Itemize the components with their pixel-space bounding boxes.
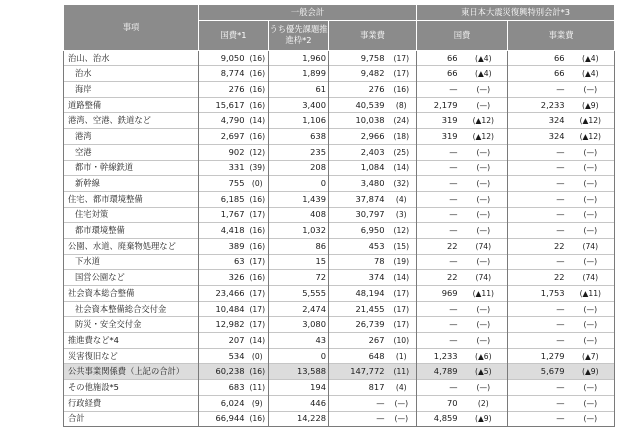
priority-frame-cell: 13,588: [269, 364, 329, 380]
national-cost-cell: 902: [199, 144, 247, 160]
project-change-cell: (17): [387, 317, 417, 333]
table-row: [64, 333, 615, 349]
special-national-cost-cell: —: [417, 254, 460, 270]
row-label: 新幹線: [64, 176, 199, 192]
priority-frame-cell: 208: [269, 160, 329, 176]
table-row: [64, 301, 615, 317]
national-cost-cell: 389: [199, 238, 247, 254]
special-project-change-cell: (—): [567, 254, 615, 270]
national-change-cell: (16): [247, 82, 269, 98]
special-project-change-cell: (—): [567, 380, 615, 396]
project-change-cell: (—): [387, 395, 417, 411]
special-project-cost-cell: —: [508, 160, 567, 176]
special-national-change-cell: (—): [460, 317, 508, 333]
row-label: 公共事業関係費（上記の合計）: [64, 364, 199, 380]
special-project-change-cell: (—): [567, 160, 615, 176]
special-project-change-cell: (—): [567, 395, 615, 411]
national-change-cell: (0): [247, 348, 269, 364]
special-project-change-cell: (▲12): [567, 129, 615, 145]
special-project-cost-cell: —: [508, 317, 567, 333]
header-item: 事項: [64, 5, 199, 51]
special-national-cost-cell: —: [417, 144, 460, 160]
special-project-cost-cell: —: [508, 176, 567, 192]
row-label: 都市環境整備: [64, 223, 199, 239]
priority-frame-cell: 3,080: [269, 317, 329, 333]
row-label: 防災・安全交付金: [64, 317, 199, 333]
special-national-cost-cell: —: [417, 176, 460, 192]
special-project-cost-cell: —: [508, 333, 567, 349]
project-cost-cell: 1,084: [329, 160, 387, 176]
header-project-cost: 事業費: [329, 20, 417, 50]
special-national-cost-cell: —: [417, 380, 460, 396]
special-national-change-cell: (74): [460, 270, 508, 286]
national-change-cell: (16): [247, 191, 269, 207]
project-change-cell: (8): [387, 97, 417, 113]
special-project-change-cell: (—): [567, 223, 615, 239]
project-cost-cell: 648: [329, 348, 387, 364]
special-national-change-cell: (2): [460, 395, 508, 411]
priority-frame-cell: 1,899: [269, 66, 329, 82]
project-cost-cell: 78: [329, 254, 387, 270]
row-label: 国営公園など: [64, 270, 199, 286]
special-project-cost-cell: —: [508, 254, 567, 270]
national-change-cell: (14): [247, 333, 269, 349]
special-project-cost-cell: 66: [508, 50, 567, 66]
special-project-cost-cell: —: [508, 411, 567, 427]
special-project-cost-cell: 2,233: [508, 97, 567, 113]
national-cost-cell: 207: [199, 333, 247, 349]
table-row: [64, 129, 615, 145]
project-cost-cell: —: [329, 395, 387, 411]
priority-frame-cell: 15: [269, 254, 329, 270]
project-change-cell: (12): [387, 223, 417, 239]
priority-frame-cell: 5,555: [269, 286, 329, 302]
special-project-change-cell: (▲11): [567, 286, 615, 302]
project-cost-cell: 21,455: [329, 301, 387, 317]
national-change-cell: (16): [247, 129, 269, 145]
table-row: [64, 254, 615, 270]
national-cost-cell: 6,185: [199, 191, 247, 207]
project-change-cell: (15): [387, 238, 417, 254]
row-label: 住宅対策: [64, 207, 199, 223]
national-cost-cell: 1,767: [199, 207, 247, 223]
special-project-change-cell: (—): [567, 333, 615, 349]
project-change-cell: (11): [387, 364, 417, 380]
national-change-cell: (16): [247, 238, 269, 254]
project-change-cell: (3): [387, 207, 417, 223]
special-national-change-cell: (—): [460, 380, 508, 396]
row-label: 社会資本総合整備: [64, 286, 199, 302]
special-national-change-cell: (—): [460, 176, 508, 192]
special-project-cost-cell: —: [508, 380, 567, 396]
project-change-cell: (14): [387, 160, 417, 176]
national-cost-cell: 331: [199, 160, 247, 176]
special-national-cost-cell: 22: [417, 238, 460, 254]
priority-frame-cell: 3,400: [269, 97, 329, 113]
national-change-cell: (17): [247, 286, 269, 302]
national-cost-cell: 6,024: [199, 395, 247, 411]
special-national-cost-cell: 22: [417, 270, 460, 286]
header-priority-frame: うち優先課題推進枠*2: [269, 20, 329, 50]
table-row: [64, 97, 615, 113]
national-cost-cell: 63: [199, 254, 247, 270]
project-change-cell: (24): [387, 113, 417, 129]
special-project-change-cell: (▲12): [567, 113, 615, 129]
special-national-change-cell: (▲5): [460, 364, 508, 380]
special-national-cost-cell: —: [417, 82, 460, 98]
project-change-cell: (32): [387, 176, 417, 192]
project-cost-cell: 10,038: [329, 113, 387, 129]
header-national-cost: 国費*1: [199, 20, 269, 50]
priority-frame-cell: 638: [269, 129, 329, 145]
project-cost-cell: 453: [329, 238, 387, 254]
national-change-cell: (17): [247, 207, 269, 223]
special-national-cost-cell: 969: [417, 286, 460, 302]
national-change-cell: (14): [247, 113, 269, 129]
project-change-cell: (14): [387, 270, 417, 286]
priority-frame-cell: 1,032: [269, 223, 329, 239]
table-row: [64, 176, 615, 192]
special-national-cost-cell: 2,179: [417, 97, 460, 113]
project-cost-cell: 37,874: [329, 191, 387, 207]
table-row: [64, 82, 615, 98]
priority-frame-cell: 446: [269, 395, 329, 411]
special-national-cost-cell: —: [417, 191, 460, 207]
priority-frame-cell: 1,106: [269, 113, 329, 129]
priority-frame-cell: 194: [269, 380, 329, 396]
special-national-cost-cell: —: [417, 223, 460, 239]
table-row: [64, 113, 615, 129]
special-national-change-cell: (▲12): [460, 129, 508, 145]
special-project-cost-cell: —: [508, 301, 567, 317]
project-cost-cell: 3,480: [329, 176, 387, 192]
priority-frame-cell: 408: [269, 207, 329, 223]
header-special-project-cost: 事業費: [508, 20, 615, 50]
project-cost-cell: 147,772: [329, 364, 387, 380]
special-national-cost-cell: —: [417, 207, 460, 223]
special-national-change-cell: (—): [460, 207, 508, 223]
national-change-cell: (17): [247, 254, 269, 270]
special-project-change-cell: (74): [567, 238, 615, 254]
national-change-cell: (17): [247, 317, 269, 333]
row-label: 社会資本整備総合交付金: [64, 301, 199, 317]
project-change-cell: (16): [387, 82, 417, 98]
project-cost-cell: 267: [329, 333, 387, 349]
special-national-cost-cell: —: [417, 333, 460, 349]
project-change-cell: (10): [387, 333, 417, 349]
national-cost-cell: 755: [199, 176, 247, 192]
project-cost-cell: 2,966: [329, 129, 387, 145]
national-cost-cell: 15,617: [199, 97, 247, 113]
priority-frame-cell: 2,474: [269, 301, 329, 317]
row-label: 港湾: [64, 129, 199, 145]
national-change-cell: (16): [247, 364, 269, 380]
special-project-change-cell: (—): [567, 191, 615, 207]
special-national-change-cell: (—): [460, 191, 508, 207]
special-national-cost-cell: 70: [417, 395, 460, 411]
project-change-cell: (1): [387, 348, 417, 364]
special-project-change-cell: (▲7): [567, 348, 615, 364]
priority-frame-cell: 86: [269, 238, 329, 254]
special-national-change-cell: (—): [460, 301, 508, 317]
project-change-cell: (17): [387, 50, 417, 66]
project-cost-cell: —: [329, 411, 387, 427]
row-label: 行政経費: [64, 395, 199, 411]
project-cost-cell: 48,194: [329, 286, 387, 302]
national-cost-cell: 23,466: [199, 286, 247, 302]
budget-table: [63, 4, 615, 427]
table-row: [64, 160, 615, 176]
national-change-cell: (16): [247, 50, 269, 66]
special-project-cost-cell: —: [508, 395, 567, 411]
special-national-cost-cell: —: [417, 317, 460, 333]
project-change-cell: (4): [387, 191, 417, 207]
national-change-cell: (9): [247, 395, 269, 411]
special-national-cost-cell: 1,233: [417, 348, 460, 364]
special-project-cost-cell: —: [508, 207, 567, 223]
special-national-change-cell: (—): [460, 223, 508, 239]
national-change-cell: (12): [247, 144, 269, 160]
priority-frame-cell: 1,960: [269, 50, 329, 66]
special-project-change-cell: (74): [567, 270, 615, 286]
special-national-cost-cell: —: [417, 160, 460, 176]
national-cost-cell: 12,982: [199, 317, 247, 333]
row-label: 都市・幹線鉄道: [64, 160, 199, 176]
table-row: [64, 207, 615, 223]
special-project-cost-cell: —: [508, 144, 567, 160]
priority-frame-cell: 72: [269, 270, 329, 286]
table-row: [64, 317, 615, 333]
project-cost-cell: 30,797: [329, 207, 387, 223]
national-change-cell: (0): [247, 176, 269, 192]
special-project-cost-cell: —: [508, 223, 567, 239]
special-project-change-cell: (—): [567, 207, 615, 223]
priority-frame-cell: 0: [269, 348, 329, 364]
row-label: 下水道: [64, 254, 199, 270]
special-project-cost-cell: 1,279: [508, 348, 567, 364]
special-project-change-cell: (—): [567, 82, 615, 98]
row-label: 治水: [64, 66, 199, 82]
project-change-cell: (—): [387, 411, 417, 427]
special-project-change-cell: (▲9): [567, 97, 615, 113]
special-national-cost-cell: 4,789: [417, 364, 460, 380]
table-row: [64, 238, 615, 254]
row-label: 港湾、空港、鉄道など: [64, 113, 199, 129]
special-national-change-cell: (▲4): [460, 66, 508, 82]
priority-frame-cell: 235: [269, 144, 329, 160]
special-national-change-cell: (—): [460, 254, 508, 270]
national-cost-cell: 534: [199, 348, 247, 364]
table-row: [64, 364, 615, 380]
project-cost-cell: 26,739: [329, 317, 387, 333]
row-label: 海岸: [64, 82, 199, 98]
special-national-cost-cell: 319: [417, 113, 460, 129]
special-project-change-cell: (—): [567, 411, 615, 427]
row-label: 道路整備: [64, 97, 199, 113]
project-cost-cell: 40,539: [329, 97, 387, 113]
special-project-cost-cell: 22: [508, 238, 567, 254]
special-national-change-cell: (▲4): [460, 50, 508, 66]
row-label: 公園、水道、廃棄物処理など: [64, 238, 199, 254]
project-change-cell: (17): [387, 66, 417, 82]
special-project-cost-cell: 324: [508, 113, 567, 129]
table-row: [64, 270, 615, 286]
special-project-change-cell: (—): [567, 301, 615, 317]
special-national-change-cell: (—): [460, 97, 508, 113]
national-change-cell: (16): [247, 66, 269, 82]
special-national-change-cell: (▲6): [460, 348, 508, 364]
project-cost-cell: 374: [329, 270, 387, 286]
project-cost-cell: 6,950: [329, 223, 387, 239]
national-change-cell: (16): [247, 223, 269, 239]
national-cost-cell: 10,484: [199, 301, 247, 317]
row-label: 推進費など*4: [64, 333, 199, 349]
national-cost-cell: 326: [199, 270, 247, 286]
table-row: [64, 348, 615, 364]
project-change-cell: (4): [387, 380, 417, 396]
national-change-cell: (16): [247, 411, 269, 427]
project-cost-cell: 817: [329, 380, 387, 396]
special-project-change-cell: (▲4): [567, 50, 615, 66]
special-national-cost-cell: 66: [417, 50, 460, 66]
special-project-cost-cell: —: [508, 191, 567, 207]
special-national-cost-cell: 319: [417, 129, 460, 145]
table-row: [64, 286, 615, 302]
national-cost-cell: 2,697: [199, 129, 247, 145]
row-label: 治山、治水: [64, 50, 199, 66]
special-project-change-cell: (▲9): [567, 364, 615, 380]
national-cost-cell: 60,238: [199, 364, 247, 380]
table-row: [64, 144, 615, 160]
table-row: [64, 66, 615, 82]
special-national-change-cell: (—): [460, 333, 508, 349]
table-row: [64, 380, 615, 396]
special-national-change-cell: (74): [460, 238, 508, 254]
project-change-cell: (19): [387, 254, 417, 270]
project-cost-cell: 2,403: [329, 144, 387, 160]
priority-frame-cell: 1,439: [269, 191, 329, 207]
national-change-cell: (16): [247, 270, 269, 286]
table-row: [64, 411, 615, 427]
special-project-cost-cell: —: [508, 82, 567, 98]
priority-frame-cell: 43: [269, 333, 329, 349]
special-national-cost-cell: 4,859: [417, 411, 460, 427]
national-cost-cell: 8,774: [199, 66, 247, 82]
special-national-cost-cell: 66: [417, 66, 460, 82]
priority-frame-cell: 61: [269, 82, 329, 98]
project-cost-cell: 9,758: [329, 50, 387, 66]
special-project-cost-cell: 5,679: [508, 364, 567, 380]
special-project-cost-cell: 324: [508, 129, 567, 145]
national-change-cell: (17): [247, 301, 269, 317]
special-national-change-cell: (—): [460, 160, 508, 176]
table-row: [64, 395, 615, 411]
national-cost-cell: 276: [199, 82, 247, 98]
table-row: [64, 50, 615, 66]
table-row: [64, 223, 615, 239]
row-label: 災害復旧など: [64, 348, 199, 364]
special-project-cost-cell: 1,753: [508, 286, 567, 302]
row-label: 空港: [64, 144, 199, 160]
national-change-cell: (16): [247, 97, 269, 113]
priority-frame-cell: 0: [269, 176, 329, 192]
project-change-cell: (17): [387, 301, 417, 317]
national-cost-cell: 4,790: [199, 113, 247, 129]
row-label: 合計: [64, 411, 199, 427]
header-general-account: 一般会計: [199, 5, 417, 21]
special-project-cost-cell: 22: [508, 270, 567, 286]
row-label: 住宅、都市環境整備: [64, 191, 199, 207]
row-label: その他施設*5: [64, 380, 199, 396]
special-project-change-cell: (—): [567, 317, 615, 333]
national-change-cell: (39): [247, 160, 269, 176]
project-change-cell: (17): [387, 286, 417, 302]
special-project-change-cell: (—): [567, 144, 615, 160]
national-cost-cell: 66,944: [199, 411, 247, 427]
project-change-cell: (25): [387, 144, 417, 160]
special-national-change-cell: (—): [460, 144, 508, 160]
national-cost-cell: 9,050: [199, 50, 247, 66]
national-change-cell: (11): [247, 380, 269, 396]
header-special-account: 東日本大震災復興特別会計*3: [417, 5, 615, 21]
project-cost-cell: 276: [329, 82, 387, 98]
header-special-national-cost: 国費: [417, 20, 508, 50]
priority-frame-cell: 14,228: [269, 411, 329, 427]
national-cost-cell: 4,418: [199, 223, 247, 239]
national-cost-cell: 683: [199, 380, 247, 396]
special-national-change-cell: (▲11): [460, 286, 508, 302]
special-project-cost-cell: 66: [508, 66, 567, 82]
special-national-change-cell: (▲12): [460, 113, 508, 129]
special-project-change-cell: (▲4): [567, 66, 615, 82]
table-row: [64, 191, 615, 207]
special-national-change-cell: (—): [460, 82, 508, 98]
special-national-change-cell: (▲9): [460, 411, 508, 427]
special-national-cost-cell: —: [417, 301, 460, 317]
project-change-cell: (18): [387, 129, 417, 145]
special-project-change-cell: (—): [567, 176, 615, 192]
project-cost-cell: 9,482: [329, 66, 387, 82]
